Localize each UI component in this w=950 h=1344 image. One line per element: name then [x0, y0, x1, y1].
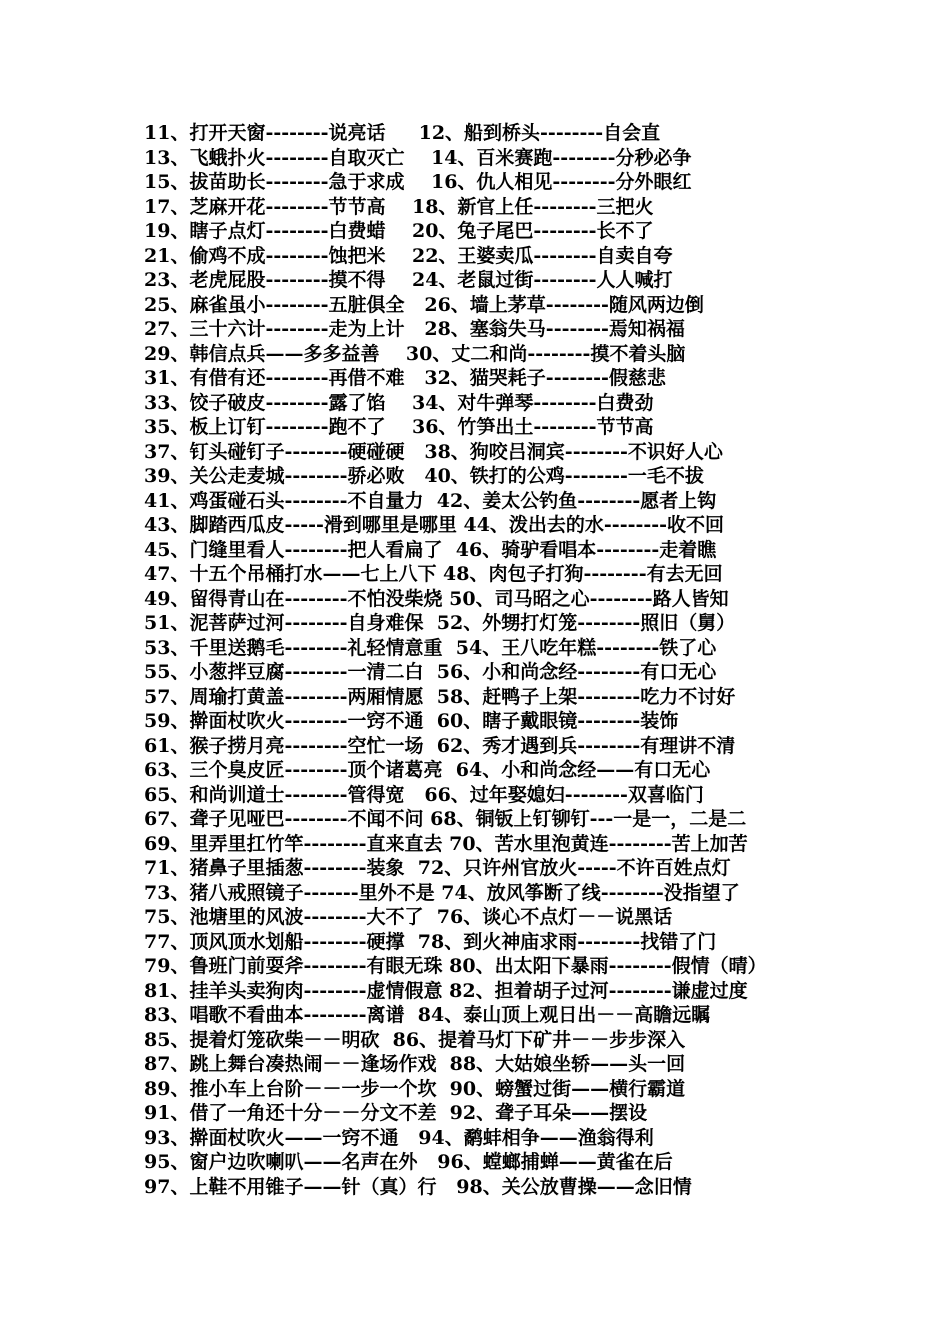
text-line: 29、韩信点兵——多多益善 30、丈二和尚--------摸不着头脑 — [144, 342, 686, 365]
text-line: 39、关公走麦城--------骄必败 40、铁打的公鸡--------一毛不拔 — [144, 465, 704, 487]
text-line: 47、十五个吊桶打水——七上八下 48、肉包子打狗--------有去无回 — [144, 563, 723, 585]
text-line: 41、鸡蛋碰石头--------不自量力 42、姜太公钓鱼--------愿者上钩 — [144, 489, 717, 512]
text-line: 31、有借有还--------再借不难 32、猫哭耗子--------假慈悲 — [144, 367, 666, 389]
text-line: 17、芝麻开花--------节节高 18、新官上任--------三把火 — [144, 195, 654, 218]
text-line: 95、窗户边吹喇叭——名声在外 96、螳螂捕蝉——黄雀在后 — [144, 1151, 673, 1173]
text-line: 21、偷鸡不成--------蚀把米 22、王婆卖瓜--------自卖自夸 — [144, 244, 673, 267]
text-line: 69、里弄里扛竹竿--------直来直去 70、苦水里泡黄连--------苦上加苦 — [144, 832, 748, 855]
text-line: 63、三个臭皮匠--------顶个诸葛亮 64、小和尚念经——有口无心 — [144, 759, 711, 781]
text-line: 53、千里送鹅毛--------礼轻情意重 54、王八吃年糕--------铁了心 — [144, 636, 717, 659]
text-line: 67、聋子见哑巴--------不闻不问 68、铜钣上钉铆钉---一是一，二是二 — [144, 808, 747, 830]
text-line: 73、猪八戒照镜子-------里外不是 74、放风筝断了线--------没指望了 — [144, 881, 740, 904]
text-line: 19、瞎子点灯--------白费蜡 20、兔子尾巴--------长不了 — [144, 220, 654, 242]
text-line: 91、借了一角还十分－－分文不差 92、聋子耳朵——摆设 — [144, 1102, 648, 1124]
text-line: 61、猴子捞月亮--------空忙一场 62、秀才遇到兵--------有理讲不清 — [144, 734, 736, 757]
text-line: 77、顶风顶水划船--------硬撑 78、到火神庙求雨--------找错了门 — [144, 930, 717, 953]
text-line: 59、擀面杖吹火--------一窍不通 60、瞎子戴眼镜--------装饰 — [144, 710, 679, 732]
document-body — [144, 121, 844, 1199]
text-line: 37、钉头碰钉子--------硬碰硬 38、狗咬吕洞宾--------不识好人心 — [144, 440, 723, 463]
text-line: 79、鲁班门前耍斧--------有眼无珠 80、出太阳下暴雨--------假情（晴） — [144, 955, 767, 977]
text-line: 97、上鞋不用锥子——针（真）行 98、关公放曹操——念旧情 — [144, 1175, 692, 1198]
text-line: 33、饺子破皮--------露了馅 34、对牛弹琴--------白费劲 — [144, 391, 654, 414]
text-line: 13、飞蛾扑火--------自取灭亡 14、百米赛跑--------分秒必争 — [144, 146, 692, 169]
text-line: 15、拔苗助长--------急于求成 16、仇人相见--------分外眼红 — [144, 171, 692, 193]
text-line: 81、挂羊头卖狗肉--------虚情假意 82、担着胡子过河--------谦虚过度 — [144, 979, 748, 1002]
text-line: 23、老虎屁股--------摸不得 24、老鼠过街--------人人喊打 — [144, 269, 673, 291]
text-line: 89、推小车上台阶－－一步一个坎 90、螃蟹过街——横行霸道 — [144, 1077, 686, 1100]
text-line: 83、唱歌不看曲本--------离谱 84、泰山顶上观日出－－高瞻远瞩 — [144, 1004, 711, 1026]
text-line: 51、泥菩萨过河--------自身难保 52、外甥打灯笼--------照旧（舅） — [144, 612, 736, 634]
text-line: 75、池塘里的风波--------大不了 76、谈心不点灯－－说黑话 — [144, 906, 673, 928]
text-line: 49、留得青山在--------不怕没柴烧 50、司马昭之心--------路人皆知 — [144, 587, 729, 610]
text-line: 65、和尚训道士--------管得宽 66、过年娶媳妇--------双喜临门 — [144, 783, 704, 806]
text-line: 43、脚踏西瓜皮-----滑到哪里是哪里 44、泼出去的水--------收不回 — [144, 514, 725, 536]
text-line: 93、擀面杖吹火——一窍不通 94、鹬蚌相争——渔翁得利 — [144, 1126, 654, 1149]
text-line: 85、提着灯笼砍柴－－明砍 86、提着马灯下矿井－－步步深入 — [144, 1028, 686, 1051]
text-line: 71、猪鼻子里插葱--------装象 72、只许州官放火-----不许百姓点灯 — [144, 857, 731, 879]
text-line: 87、跳上舞台凑热闹－－逢场作戏 88、大姑娘坐轿——头一回 — [144, 1053, 686, 1075]
text-line: 55、小葱拌豆腐--------一清二白 56、小和尚念经--------有口无心 — [144, 661, 717, 683]
text-line: 25、麻雀虽小--------五脏俱全 26、墙上茅草--------随风两边倒 — [144, 293, 704, 316]
text-line: 45、门缝里看人--------把人看扁了 46、骑驴看唱本--------走着瞧 — [144, 538, 717, 561]
text-line: 57、周瑜打黄盖--------两厢情愿 58、赶鸭子上架--------吃力不讨好 — [144, 685, 736, 708]
text-line: 35、板上订钉--------跑不了 36、竹笋出土--------节节高 — [144, 416, 654, 438]
text-line: 27、三十六计--------走为上计 28、塞翁失马--------焉知祸福 — [144, 318, 685, 340]
text-line: 11、打开天窗--------说亮话 12、船到桥头--------自会直 — [144, 122, 661, 144]
